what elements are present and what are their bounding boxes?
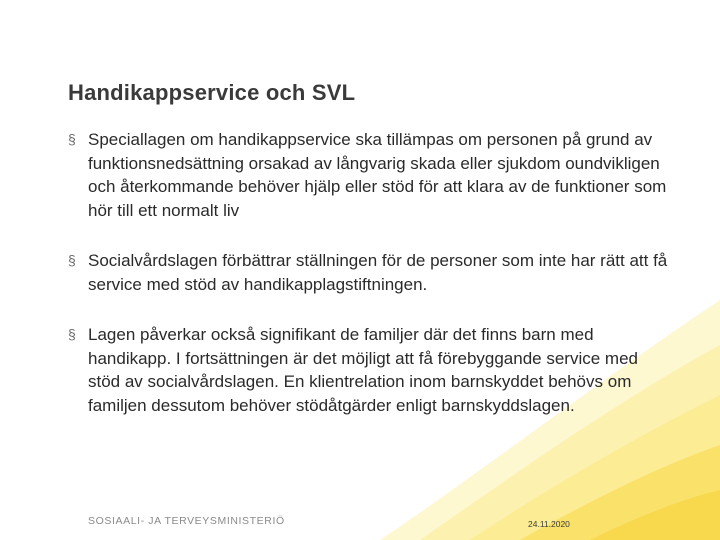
bullet-item [68, 128, 668, 222]
footer-date: 24.11.2020 [528, 519, 570, 529]
bullet-text: Socialvårdslagen förbättrar ställningen för de personer som inte har rätt att få service med stöd av handikapplagstiftningen. [88, 251, 668, 294]
bullet-list [68, 128, 668, 444]
bullet-marker-icon: § [68, 252, 76, 268]
bullet-item [68, 323, 668, 417]
slide-title: Handikappservice och SVL [68, 80, 356, 105]
bullet-text: Speciallagen om handikappservice ska tillämpas om personen på grund av funktionsnedsättning orsakad av långvarig skada eller sjukdom oundvikligen och återkommande behöver hjälp eller stöd för att klara av de funktioner som hör till ett normalt liv [88, 130, 667, 220]
bullet-marker-icon: § [68, 326, 76, 342]
bullet-item [68, 249, 668, 296]
bullet-text: Lagen påverkar också signifikant de familjer där det finns barn med handikapp. I fortsättningen är det möjligt att få förebyggande service med stöd av socialvårdslagen. En klientrelation inom barnskyddet behövs om familjen dessutom behöver stödåtgärder enligt barnskyddslagen. [88, 325, 638, 415]
bullet-marker-icon: § [68, 131, 76, 147]
footer-organization-logo: SOSIAALI- JA TERVEYSMINISTERIÖ [88, 515, 285, 527]
